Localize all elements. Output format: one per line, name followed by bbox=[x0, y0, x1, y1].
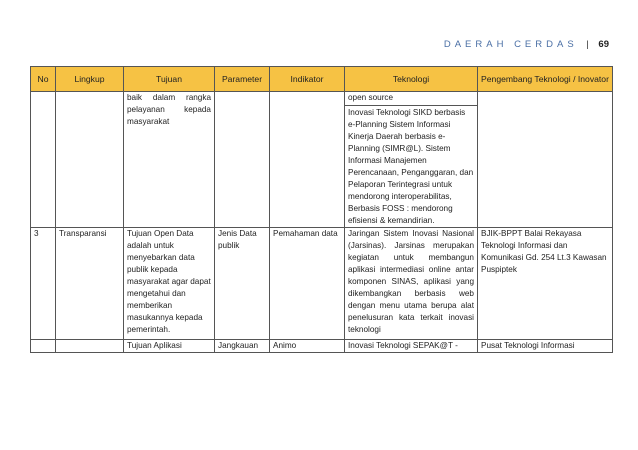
teknologi-sikd-description: Inovasi Teknologi SIKD berbasis e-Planning Sistem Informasi Kinerja Daerah berbasis e-Planning (SIMR@L). Sistem Informasi Manajemen Perencanaan, Penganggaran, dan Pelaporan Terintegrasi untuk mendorong interoperabilitas, Berbasis FOSS : mendorong efisiensi & kemandirian. bbox=[345, 105, 477, 227]
table-row bbox=[31, 92, 613, 228]
technology-table bbox=[30, 66, 613, 353]
column-header-pengembang: Pengembang Teknologi / Inovator bbox=[478, 67, 613, 92]
cell-indikator: Animo bbox=[270, 340, 345, 353]
cell-no bbox=[31, 92, 56, 228]
column-header-lingkup: Lingkup bbox=[56, 67, 124, 92]
cell-tujuan: baik dalam rangka pelayanan kepada masyarakat bbox=[124, 92, 215, 228]
teknologi-line-open-source: open source bbox=[348, 93, 394, 102]
table-row bbox=[31, 228, 613, 340]
cell-lingkup: Transparansi bbox=[56, 228, 124, 340]
cell-parameter bbox=[215, 92, 270, 228]
cell-indikator: Pemahaman data bbox=[270, 228, 345, 340]
cell-indikator bbox=[270, 92, 345, 228]
table-row bbox=[31, 340, 613, 353]
page-number: 69 bbox=[598, 39, 609, 50]
cell-tujuan: Tujuan Open Data adalah untuk menyebarkan data publik kepada masyarakat agar dapat mengetahui dan memberikan masukannya kepada pemerintah. bbox=[124, 228, 215, 340]
cell-tujuan: Tujuan Aplikasi bbox=[124, 340, 215, 353]
cell-parameter: Jangkauan bbox=[215, 340, 270, 353]
column-header-tujuan: Tujuan bbox=[124, 67, 215, 92]
column-header-no: No bbox=[31, 67, 56, 92]
cell-no: 3 bbox=[31, 228, 56, 340]
column-header-teknologi: Teknologi bbox=[345, 67, 478, 92]
cell-lingkup bbox=[56, 340, 124, 353]
cell-no bbox=[31, 340, 56, 353]
cell-teknologi: Jaringan Sistem Inovasi Nasional (Jarsinas). Jarsinas merupakan kegiatan untuk membangun aplikasi intermediasi online antar komponen SINAS, aplikasi yang dikembangkan berbasis web dengan menu utama berupa alat penelusuran kata terkait inovasi teknologi bbox=[345, 228, 478, 340]
header-separator: | bbox=[586, 39, 589, 50]
column-header-parameter: Parameter bbox=[215, 67, 270, 92]
cell-teknologi: Inovasi Teknologi SEPAK@T - bbox=[345, 340, 478, 353]
cell-pengembang: BJIK-BPPT Balai Rekayasa Teknologi Informasi dan Komunikasi Gd. 254 Lt.3 Kawasan Puspiptek bbox=[478, 228, 613, 340]
cell-parameter: Jenis Data publik bbox=[215, 228, 270, 340]
table-header-row bbox=[31, 67, 613, 92]
cell-lingkup bbox=[56, 92, 124, 228]
running-title: DAERAH CERDAS bbox=[443, 39, 578, 50]
running-header bbox=[444, 39, 609, 50]
cell-teknologi bbox=[345, 92, 478, 228]
cell-pengembang bbox=[478, 92, 613, 228]
cell-pengembang: Pusat Teknologi Informasi bbox=[478, 340, 613, 353]
column-header-indikator: Indikator bbox=[270, 67, 345, 92]
